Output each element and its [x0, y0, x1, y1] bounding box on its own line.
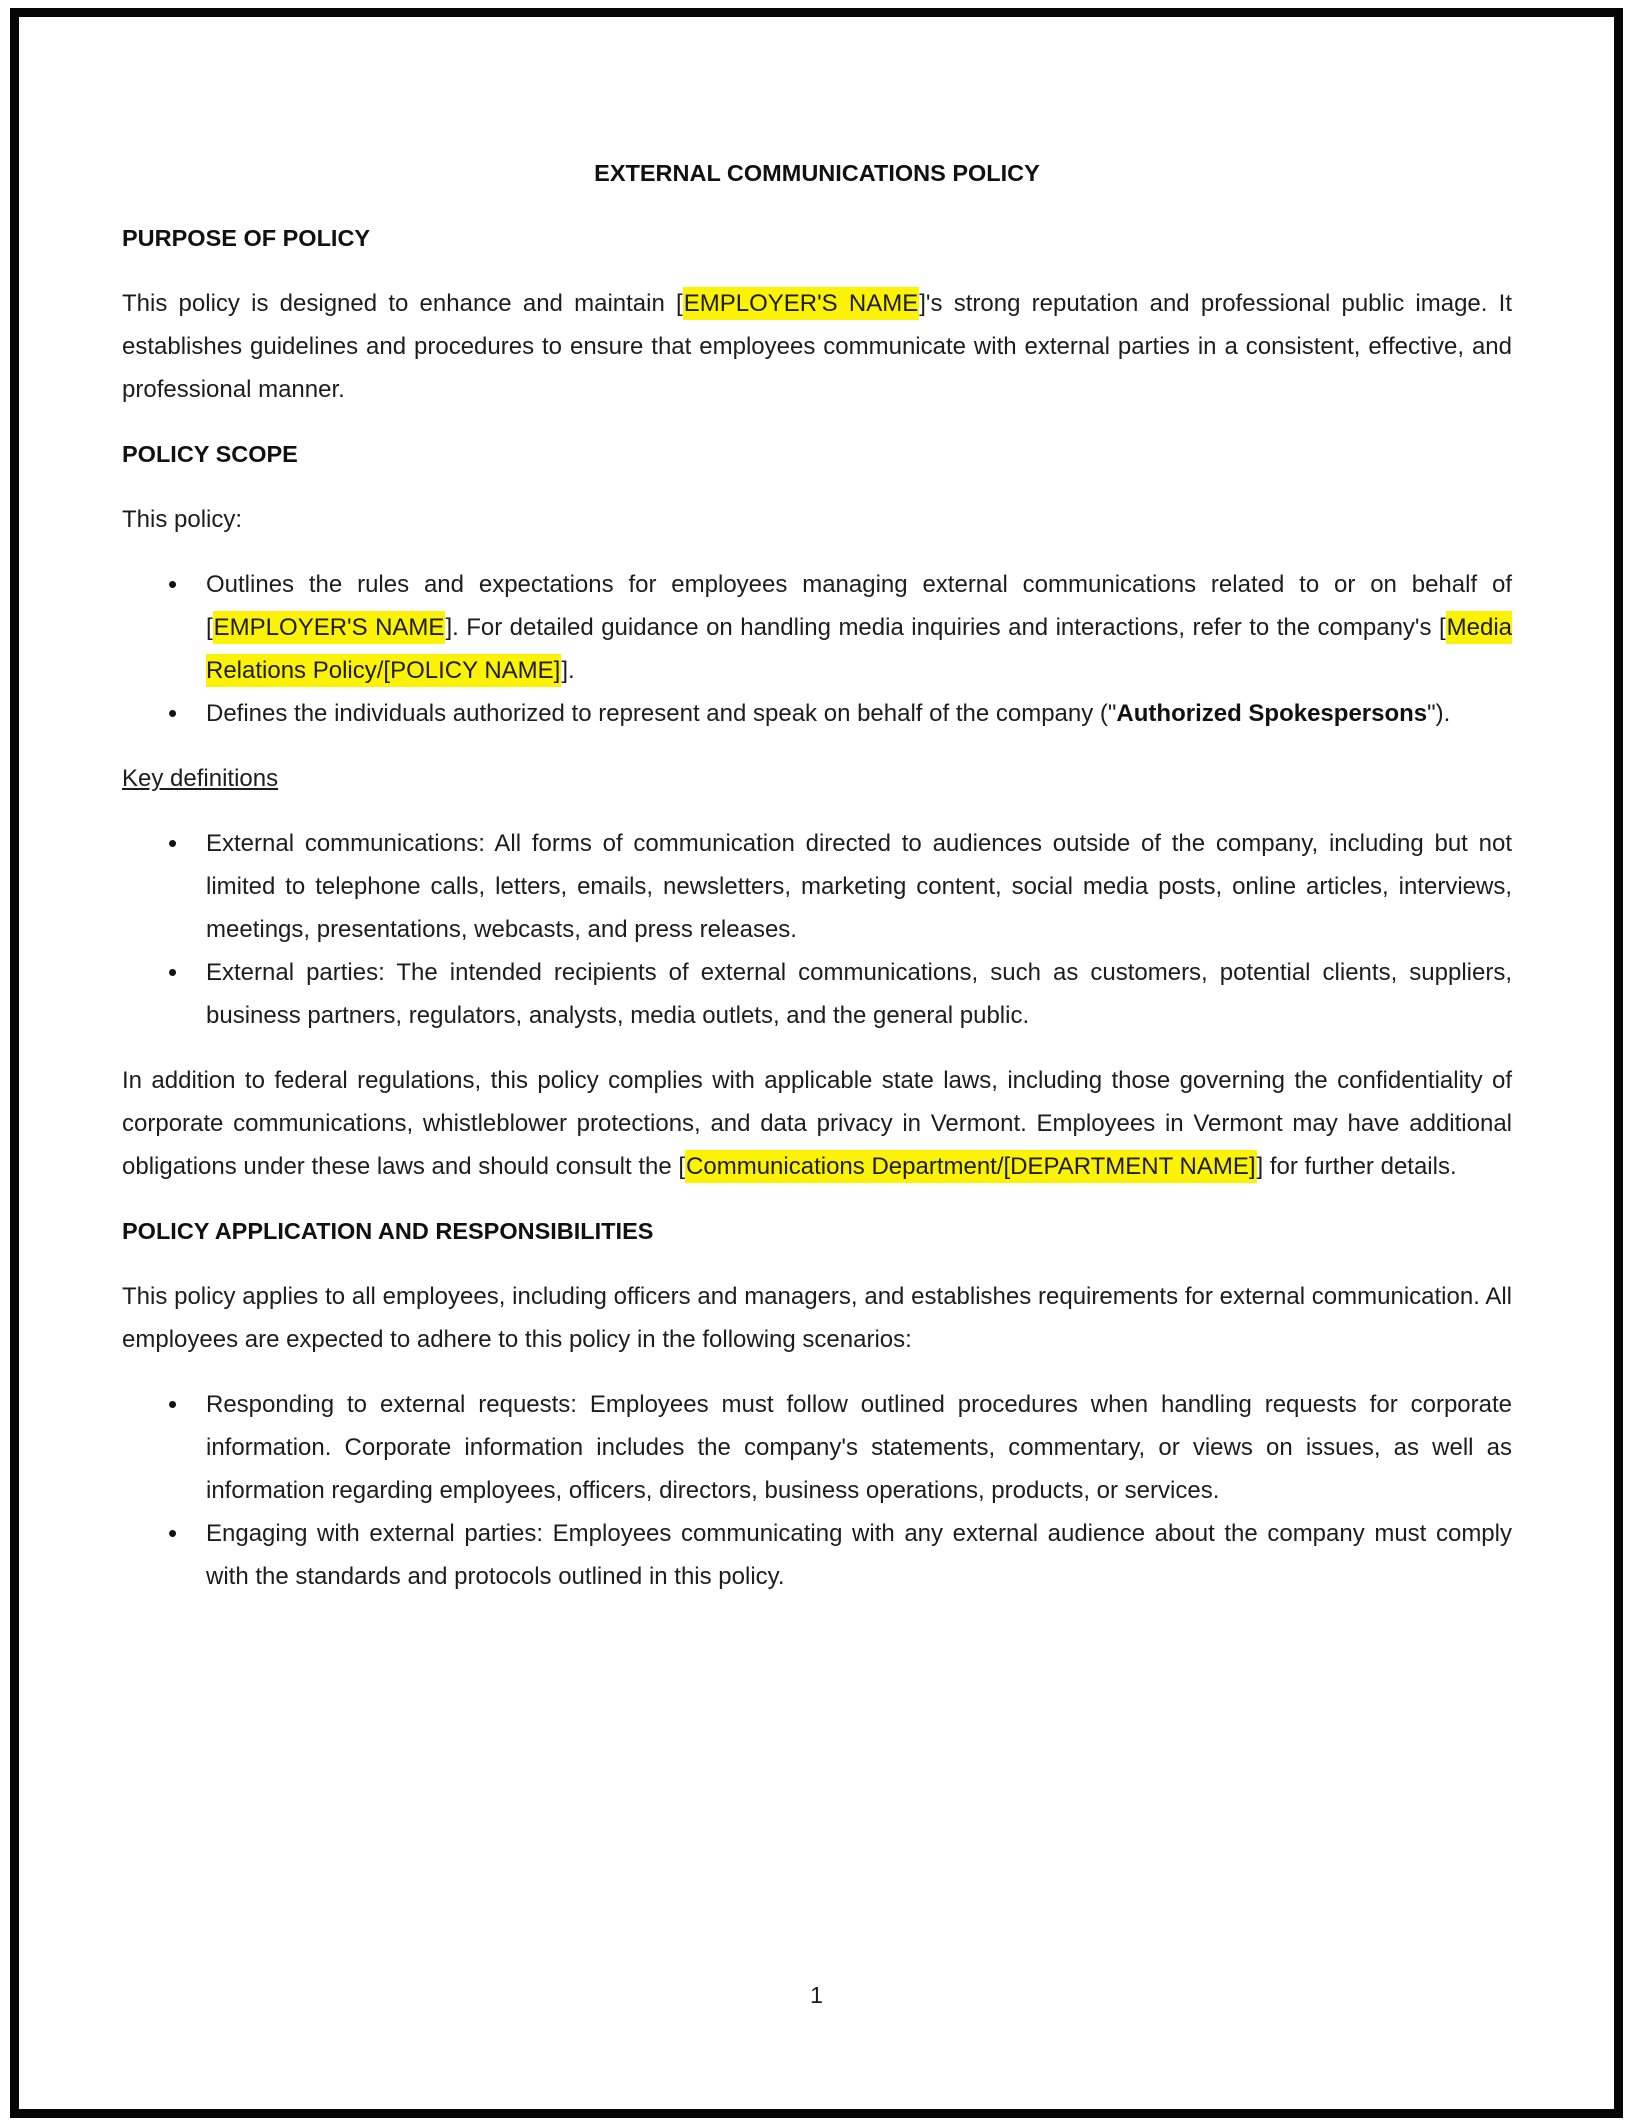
placeholder-employers-name: EMPLOYER'S NAME	[213, 611, 446, 644]
text-run: Outlines the rules and expectations for employees managing external communications related to or on behalf of [	[206, 571, 1512, 641]
list-item-external-communications: • External communications: All forms of communication directed to audiences outside of the company, including but not limited to telephone calls, letters, emails, newsletters, marketing content, social media posts, online articles, interviews, meetings, presentations, webcasts, and press releases.	[122, 822, 1512, 951]
key-definitions-bullet-list	[122, 822, 1512, 1037]
document-title: EXTERNAL COMMUNICATIONS POLICY	[594, 160, 1040, 186]
text-run: This policy is designed to enhance and maintain [	[122, 290, 683, 317]
list-item-external-parties: • External parties: The intended recipients of external communications, such as customers, potential clients, suppliers, business partners, regulators, analysts, media outlets, and the general public.	[122, 951, 1512, 1037]
placeholder-media-relations-policy: Media Relations Policy/[POLICY NAME]	[206, 611, 1512, 687]
scope-bullet-list	[122, 563, 1512, 735]
placeholder-employers-name: EMPLOYER'S NAME	[683, 287, 920, 320]
heading-policy-scope: POLICY SCOPE	[122, 441, 298, 467]
heading-policy-application: POLICY APPLICATION AND RESPONSIBILITIES	[122, 1218, 654, 1244]
bold-authorized-spokespersons: Authorized Spokespersons	[1116, 700, 1428, 727]
text-run: ] for further details.	[1256, 1153, 1457, 1180]
scope-intro: This policy:	[122, 506, 243, 533]
placeholder-communications-department: Communications Department/[DEPARTMENT NAME]	[685, 1150, 1257, 1183]
page-number: 1	[810, 1982, 823, 2008]
text-run: Defines the individuals authorized to represent and speak on behalf of the company ("	[206, 700, 1117, 727]
heading-purpose-of-policy: PURPOSE OF POLICY	[122, 225, 371, 251]
application-bullet-list	[122, 1383, 1512, 1598]
list-item-outlines-rules	[122, 563, 1512, 692]
purpose-paragraph	[122, 282, 1512, 411]
list-item-engaging-parties: • Engaging with external parties: Employees communicating with any external audience about the company must comply with the standards and protocols outlined in this policy.	[122, 1512, 1512, 1598]
text-run: In addition to federal regulations, this policy complies with applicable state laws, including those governing the confidentiality of corporate communications, whistleblower protections, and data privacy in Vermont. Employees in Vermont may have additional obligations under these laws and should consult the [	[122, 1067, 1512, 1180]
state-law-paragraph	[122, 1059, 1512, 1188]
application-paragraph: This policy applies to all employees, including officers and managers, and establishes requirements for external communication. All employees are expected to adhere to this policy in the following scenarios:	[122, 1283, 1512, 1353]
list-item-responding-requests: • Responding to external requests: Employees must follow outlined procedures when handling requests for corporate information. Corporate information includes the company's statements, commentary, or views on issues, as well as information regarding employees, officers, directors, business operations, products, or services.	[122, 1383, 1512, 1512]
text-run: ]'s strong reputation and professional public image. It establishes guidelines and procedures to ensure that employees communicate with external parties in a consistent, effective, and professional manner.	[122, 290, 1513, 403]
list-item-defines-individuals	[122, 692, 1512, 735]
text-run: ].	[561, 657, 575, 684]
key-definitions-heading: Key definitions	[122, 765, 279, 792]
text-run: ]. For detailed guidance on handling media inquiries and interactions, refer to the company's [	[445, 614, 1446, 641]
text-run: ").	[1427, 700, 1451, 727]
